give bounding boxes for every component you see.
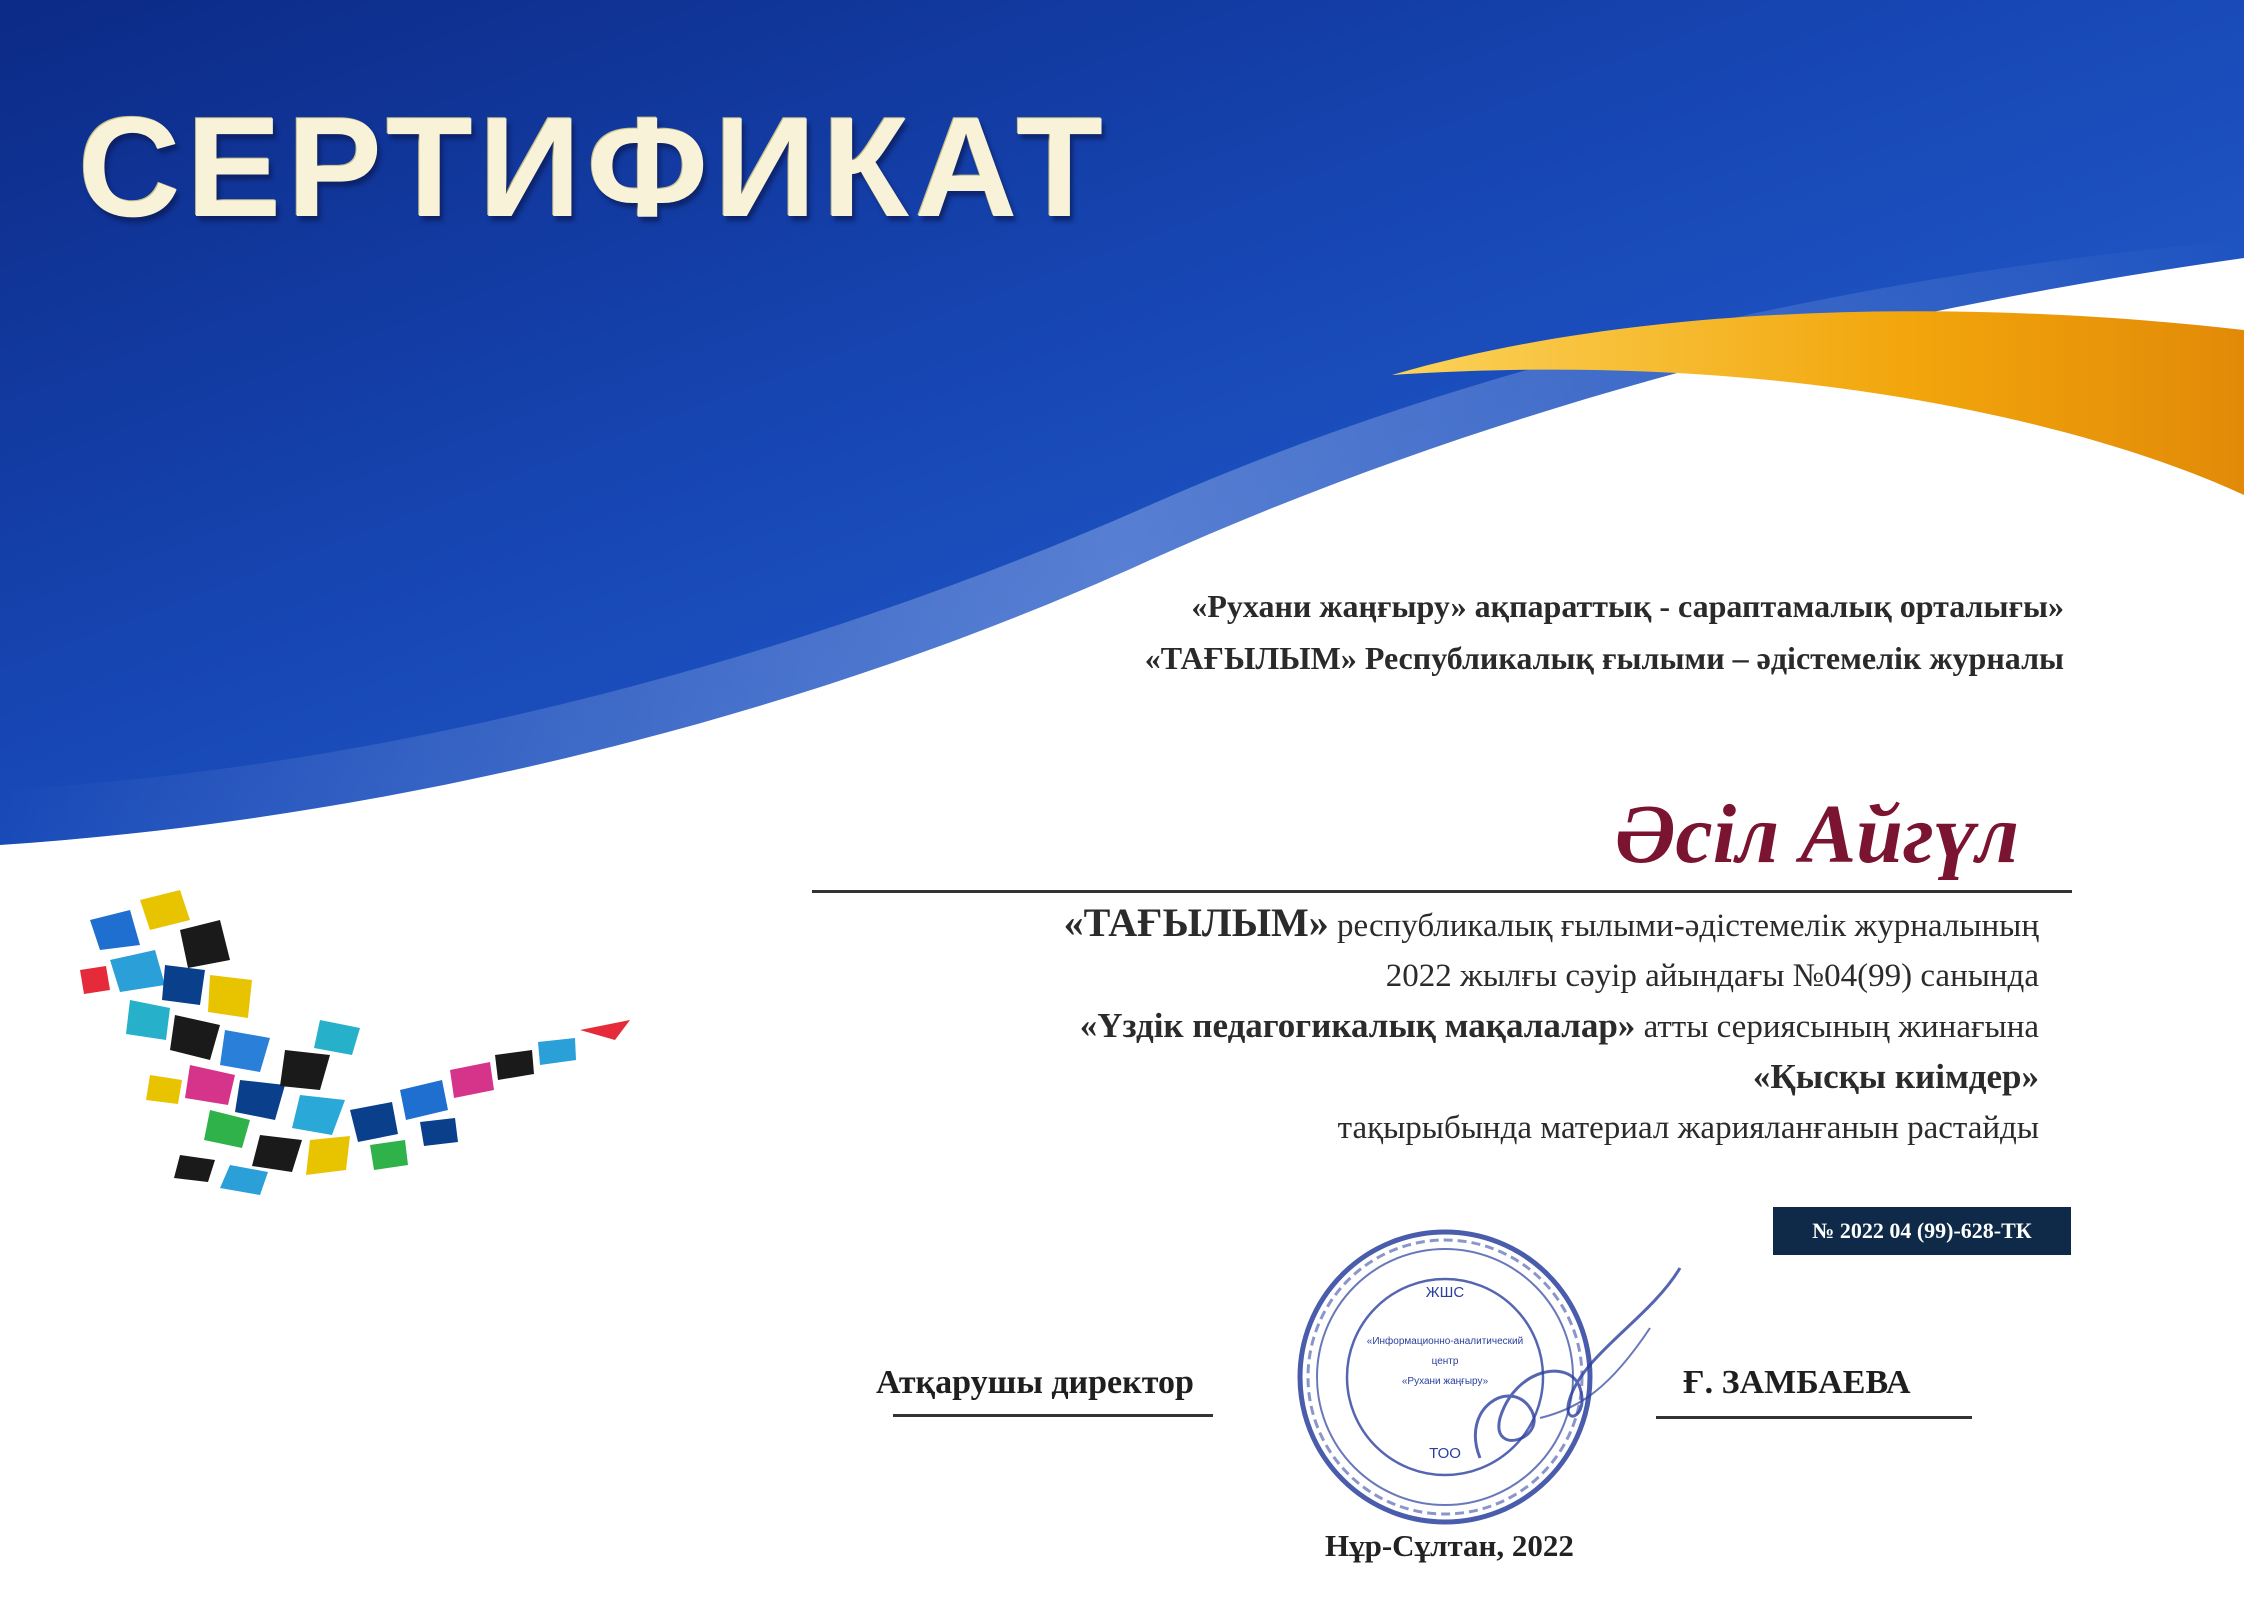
body-line-3 [759, 1001, 2039, 1052]
bird-mosaic-icon [80, 890, 630, 1195]
seal-bottom-text: ТОО [1429, 1445, 1461, 1462]
recipient-underline [812, 890, 2072, 893]
journal-name: «ТАҒЫЛЫМ» [1063, 900, 1329, 945]
certificate-body [759, 898, 2039, 1153]
body-line-4 [759, 1052, 2039, 1103]
organization-line-2: «ТАҒЫЛЫМ» Республикалық ғылыми – әдістемелік журналы [1144, 640, 2064, 676]
certificate-number-badge: № 2022 04 (99)-628-ТК [1773, 1207, 2071, 1255]
seal-top-text: ЖШС [1425, 1284, 1465, 1301]
body-line-3-text: атты сериясының жинағына [1635, 1009, 2039, 1045]
director-signature [1420, 1258, 1720, 1478]
director-name: Ғ. ЗАМБАЕВА [1683, 1364, 1911, 1401]
organization-line-1: «Рухани жаңғыру» ақпараттық - сараптамалық орталығы» [1191, 588, 2064, 624]
director-name-underline [1656, 1416, 1972, 1419]
certificate-title: СЕРТИФИКАТ [78, 88, 1110, 247]
body-line-2: 2022 жылғы сәуір айындағы №04(99) санында [1385, 958, 2039, 994]
director-title-label: Атқарушы директор [876, 1364, 1194, 1401]
recipient-name: Әсіл Айгүл [1614, 788, 2019, 881]
article-topic: «Қысқы киімдер» [1752, 1057, 2039, 1096]
body-line-1 [759, 898, 2039, 951]
seal-center-line-3: «Рухани жаңғыру» [1401, 1376, 1489, 1387]
bird-mosaic-logo [70, 890, 670, 1210]
seal-center-line-1: «Информационно-аналитический [1366, 1336, 1524, 1347]
place-and-year: Нұр-Сұлтан, 2022 [1325, 1528, 1574, 1563]
body-line-1-text: республикалық ғылыми-әдістемелік журналының [1328, 908, 2039, 944]
director-title-underline [893, 1414, 1213, 1417]
seal-center-line-2: центр [1431, 1356, 1459, 1367]
body-line-5: тақырыбында материал жарияланғанын растайды [1337, 1110, 2039, 1146]
series-name: «Үздік педагогикалық мақалалар» [1079, 1006, 1636, 1045]
